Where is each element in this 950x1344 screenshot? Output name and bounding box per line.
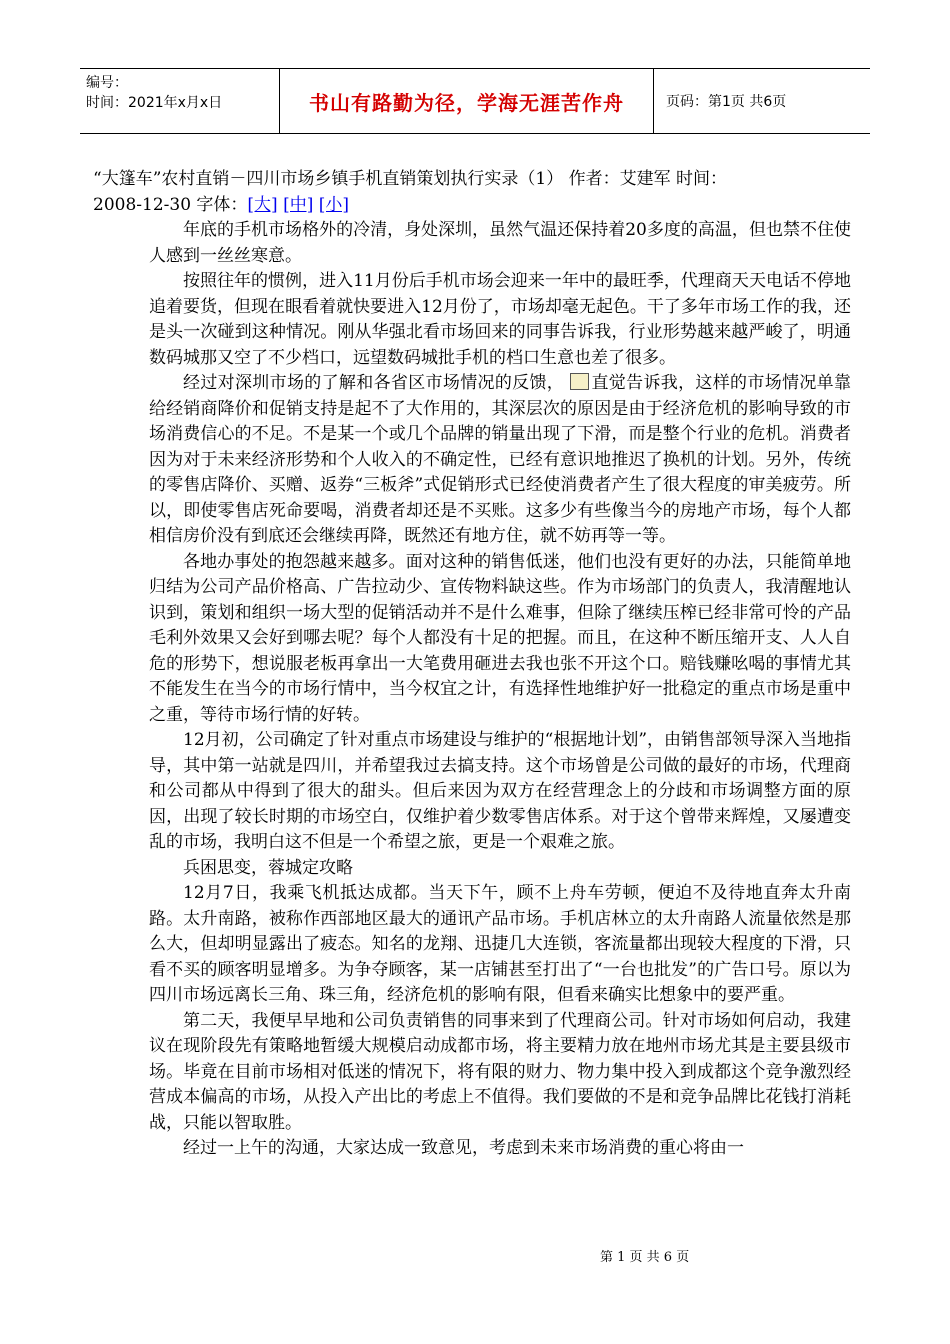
title-line-1: “大篷车”农村直销－四川市场乡镇手机直销策划执行实录（1） 作者：艾建军 时间： xyxy=(93,169,728,189)
paragraph-8: 经过一上午的沟通，大家达成一致意见，考虑到未来市场消费的重心将由一 xyxy=(183,1138,744,1158)
section-subheading: 兵困思变，蓉城定攻略 xyxy=(183,857,353,878)
font-size-medium-link[interactable]: [中] xyxy=(283,194,314,215)
paragraph-4: 各地办事处的抱怨越来越多。面对这种的销售低迷，他们也没有更好的办法，只能简单地归结为公司产品价格高、广告拉动少、宣传物料缺这些。作为市场部门的负责人，我清醒地认识到，策划和组织一场大型的促销活动并不是什么难事，但除了继续压榨已经非常可怜的产品毛利外效果又会好到哪去呢？每个人都没有十足的把握。而且，在这种不断压缩开支、人人自危的形势下，想说服老板再拿出一大笔费用砸进去我也张不开这个口。赔钱赚吆喝的事情尤其不能发生在当今的市场行情中，当今权宜之计，有选择性地维护好一批稳定的重点市场是重中之重，等待市场行情的好转。 xyxy=(149,551,851,725)
page-header xyxy=(80,68,870,134)
paragraph-7: 第二天，我便早早地和公司负责销售的同事来到了代理商公司。针对市场如何启动，我建议在现阶段先有策略地暂缓大规模启动成都市场，将主要精力放在地州市场尤其是主要县级市场。毕竟在目前市场相对低迷的情况下，将有限的财力、物力集中投入到成都这个竞争激烈经营成本偏高的市场，从投入产出比的考虑上不值得。我们要做的不是和竞争品牌比花钱打消耗战，只能以智取胜。 xyxy=(149,1010,851,1133)
date-line: 时间：2021年x月x日 xyxy=(86,95,223,111)
paragraph-6: 12月7日，我乘飞机抵达成都。当天下午，顾不上舟车劳顿，便迫不及待地直奔太升南路。太升南路，被称作西部地区最大的通讯产品市场。手机店林立的太升南路人流量依然是那么大，但却明显露出了疲态。知名的龙翔、迅捷几大连锁，客流量都出现较大程度的下滑，只看不买的顾客明显增多。为争夺顾客，某一店铺甚至打出了“一台也批发”的广告口号。原以为四川市场远离长三角、珠三角，经济危机的影响有限，但看来确实比想象中的要严重。 xyxy=(149,883,851,1005)
title-line-2: 2008-12-30 字体： xyxy=(93,194,248,215)
paragraph-5: 12月初，公司确定了针对重点市场建设与维护的“根据地计划”，由销售部领导深入当地指导，其中第一站就是四川，并希望我过去搞支持。这个市场曾是公司做的最好的市场，代理商和公司都从中得到了很大的甜头。但后来因为双方在经营理念上的分歧和市场调整方面的原因，出现了较长时期的市场空白，仅维护着少数零售店体系。对于这个曾带来辉煌，又屡遭变乱的市场，我明白这不但是一个希望之旅，更是一个艰难之旅。 xyxy=(149,730,852,852)
header-meta xyxy=(80,69,280,133)
page-footer: 第 1 页 共 6 页 xyxy=(600,1250,690,1265)
paragraph-3-rest: 直觉告诉我，这样的市场情况单靠给经销商降价和促销支持是起不了大作用的，其深层次的原因是由于经济危机的影响导致的市场消费信心的不足。不是某一个或几个品牌的销量出现了下滑，而是整个行业的危机。消费者因为对于未来经济形势和个人收入的不确定性，已经有意识地推迟了换机的计划。另外，传统的零售店降价、买赠、返券“三板斧”式促销形式已经使消费者产生了很大程度的审美疲劳。所以，即使零售店死命要喝，消费者却还是不买账。这多少有些像当今的房地产市场，每个人都相信房价没有到底还会继续再降，既然还有地方住，就不妨再等一等。 xyxy=(149,373,852,546)
article-body xyxy=(93,167,863,1162)
number-label: 编号： xyxy=(86,75,128,91)
article-title xyxy=(93,167,863,218)
embedded-image-icon xyxy=(570,373,589,390)
font-size-large-link[interactable]: [大] xyxy=(247,194,278,215)
paragraph-3-start: 经过对深圳市场的了解和各省区市场情况的反馈， xyxy=(183,373,565,393)
paragraph-2: 按照往年的惯例，进入11月份后手机市场会迎来一年中的最旺季，代理商天天电话不停地追着要货，但现在眼看着就快要进入12月份了，市场却毫无起色。干了多年市场工作的我，还是头一次碰到这种情况。刚从华强北看市场回来的同事告诉我，行业形势越来越严峻了，明通数码城那又空了不少档口，远望数码城批手机的档口生意也差了很多。 xyxy=(149,271,851,368)
paragraph-1: 年底的手机市场格外的冷清，身处深圳，虽然气温还保持着20多度的高温，但也禁不住使人感到一丝丝寒意。 xyxy=(149,220,851,266)
header-motto: 书山有路勤为径，学海无涯苦作舟 xyxy=(280,69,654,133)
header-page-info: 页码：第1页 共6页 xyxy=(666,94,787,110)
paragraph-3 xyxy=(93,371,863,550)
font-size-small-link[interactable]: [小] xyxy=(318,194,350,215)
